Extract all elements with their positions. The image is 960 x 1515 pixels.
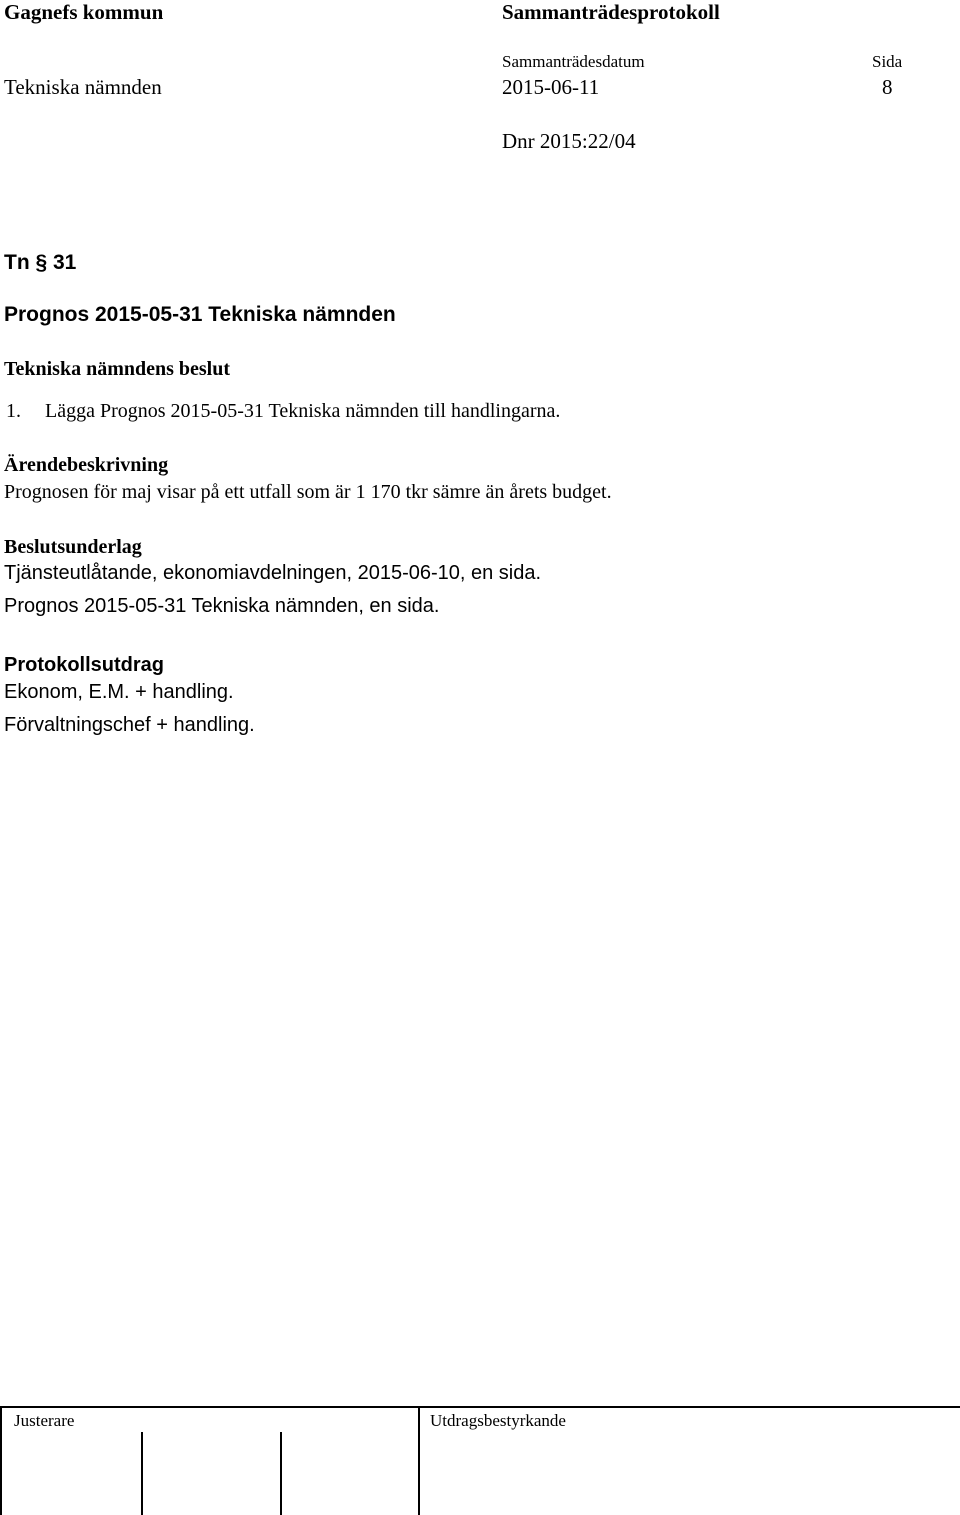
decision-item-text: Lägga Prognos 2015-05-31 Tekniska nämnden till handlingarna. — [45, 400, 561, 422]
item-title: Prognos 2015-05-31 Tekniska nämnden — [4, 303, 396, 326]
extract-line: Ekonom, E.M. + handling. — [4, 681, 234, 703]
extract-heading: Protokollsutdrag — [4, 654, 165, 676]
page-label: Sida — [872, 52, 903, 71]
adjuster-label: Justerare — [14, 1411, 75, 1430]
footer-divider — [418, 1406, 420, 1515]
footer-left-border — [0, 1406, 2, 1515]
page-number: 8 — [882, 75, 893, 99]
municipality-name: Gagnefs kommun — [4, 0, 164, 24]
basis-line: Tjänsteutlåtande, ekonomiavdelningen, 2015-06-10, en sida. — [4, 562, 542, 584]
extract-certification-label: Utdragsbestyrkande — [430, 1411, 566, 1430]
description-heading: Ärendebeskrivning — [4, 454, 169, 476]
signature-box-divider — [280, 1432, 282, 1515]
document-type: Sammanträdesprotokoll — [502, 0, 720, 24]
item-number: Tn § 31 — [4, 251, 77, 274]
decision-item-number: 1. — [6, 400, 21, 422]
committee-name: Tekniska nämnden — [4, 75, 162, 99]
basis-line: Prognos 2015-05-31 Tekniska nämnden, en sida. — [4, 595, 440, 617]
extract-line: Förvaltningschef + handling. — [4, 714, 255, 736]
diary-number: Dnr 2015:22/04 — [502, 129, 636, 153]
meeting-date-label: Sammanträdesdatum — [502, 52, 645, 71]
description-text: Prognosen för maj visar på ett utfall som är 1 170 tkr sämre än årets budget. — [4, 481, 612, 503]
decision-heading: Tekniska nämndens beslut — [4, 358, 231, 380]
footer-top-border — [0, 1406, 960, 1408]
basis-heading: Beslutsunderlag — [4, 536, 142, 558]
meeting-date: 2015-06-11 — [502, 75, 600, 99]
signature-box-divider — [141, 1432, 143, 1515]
